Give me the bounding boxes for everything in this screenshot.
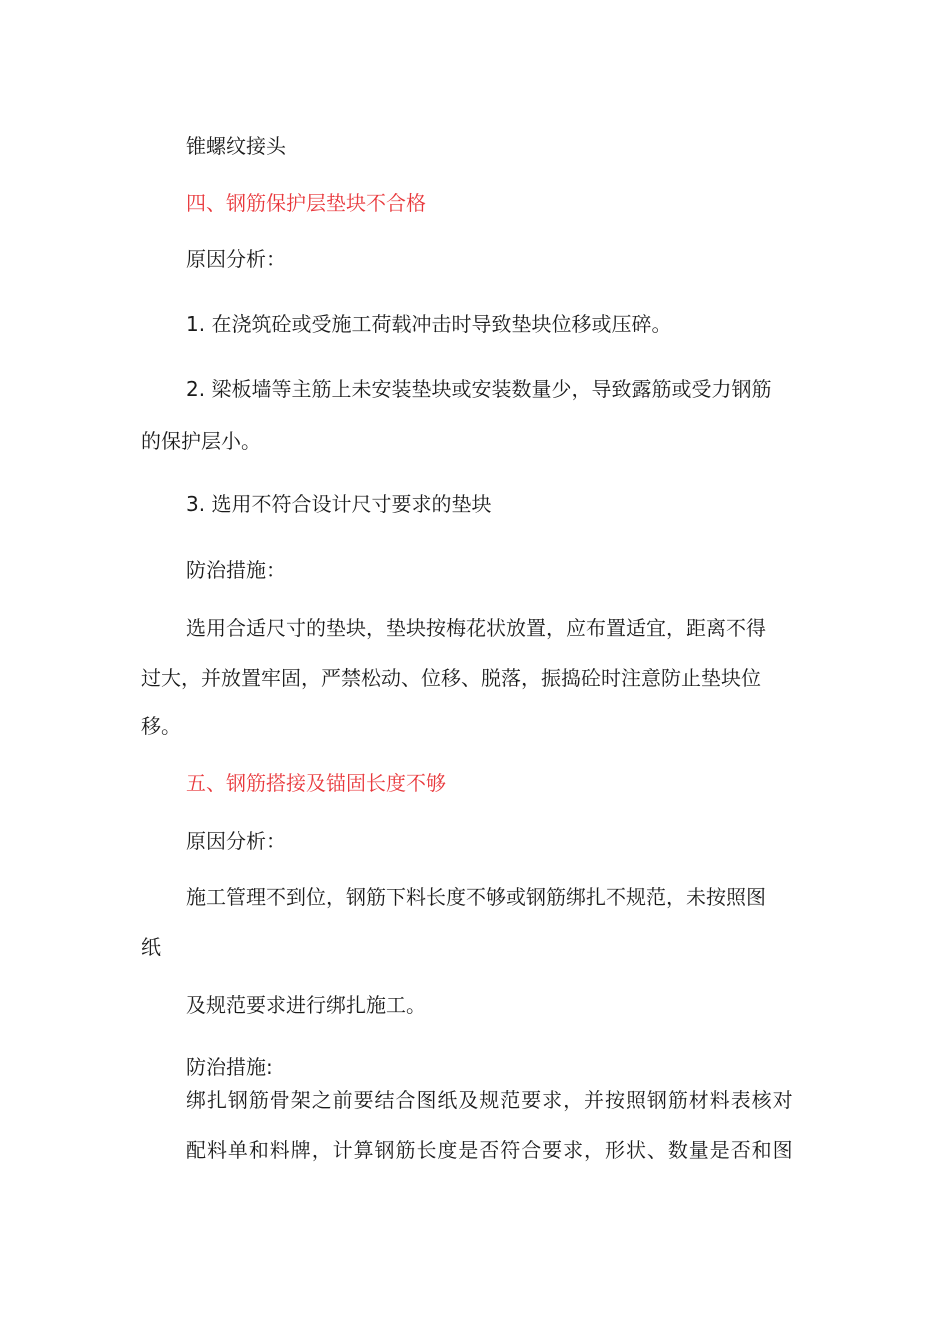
paragraph-text: 过大，并放置牢固，严禁松动、位移、脱落，振捣砼时注意防止垫块位 [141,666,761,690]
cause-analysis-label: 原因分析： [186,829,286,853]
cause-analysis-label: 原因分析： [186,247,286,271]
list-item-1: 1. 在浇筑砼或受施工荷载冲击时导致垫块位移或压碎。 [186,312,672,336]
paragraph-text: 移。 [141,714,181,738]
paragraph-text: 配料单和料牌，计算钢筋长度是否符合要求，形状、数量是否和图 [186,1138,794,1162]
list-item-2: 2. 梁板墙等主筋上未安装垫块或安装数量少，导致露筋或受力钢筋 [186,377,772,401]
paragraph-text: 施工管理不到位，钢筋下料长度不够或钢筋绑扎不规范，未按照图 [186,885,766,909]
list-item-3: 3. 选用不符合设计尺寸要求的垫块 [186,492,492,516]
prevention-label: 防治措施： [186,558,286,582]
paragraph-text: 选用合适尺寸的垫块，垫块按梅花状放置，应布置适宜，距离不得 [186,616,766,640]
section-heading-4: 四、钢筋保护层垫块不合格 [186,191,426,215]
paragraph-text: 纸 [141,935,161,959]
paragraph-text: 绑扎钢筋骨架之前要结合图纸及规范要求，并按照钢筋材料表核对 [186,1088,794,1112]
prevention-label: 防治措施: [186,1055,273,1079]
list-item-2-continued: 的保护层小。 [141,429,261,453]
section-heading-5: 五、钢筋搭接及锚固长度不够 [186,771,446,795]
paragraph-text: 及规范要求进行绑扎施工。 [186,993,426,1017]
paragraph-text: 锥螺纹接头 [186,134,286,158]
